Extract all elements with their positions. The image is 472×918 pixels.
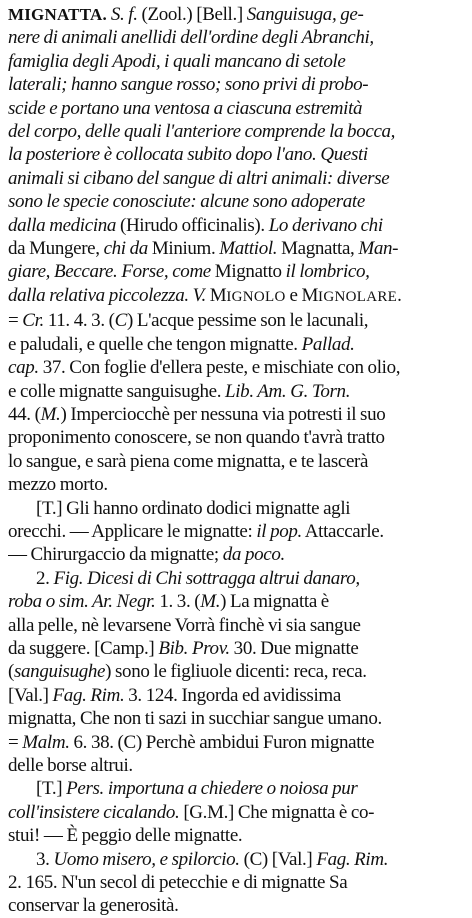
- entry-text-segment: 1. 3. (: [155, 591, 201, 613]
- entry-line: [8, 260, 464, 283]
- entry-line: [8, 143, 464, 166]
- entry-text-segment: 3. 124. Ingorda ed avidissima: [124, 684, 341, 706]
- entry-text-segment: ) L'acque pessime son le lacunali,: [126, 310, 369, 332]
- entry-text-segment: lo sangue, e sarà piena come mignatta, e te lascerà: [8, 450, 369, 472]
- entry-text-segment: e paludali, e quelle che tengon mignatte.: [8, 333, 302, 355]
- entry-text-segment: Sanguisuga, ge-: [246, 4, 364, 25]
- entry-line: [8, 214, 464, 237]
- entry-text-segment: IGNOLO: [226, 288, 286, 305]
- entry-text-segment: il pop.: [256, 520, 302, 542]
- entry-text-segment: da poco.: [222, 544, 285, 566]
- entry-line: [8, 473, 464, 496]
- entry-line: [8, 309, 464, 332]
- entry-line: [8, 614, 464, 637]
- entry-text-segment: roba o sim. Ar. Negr.: [8, 591, 156, 613]
- entry-text-segment: [T.] Gli hanno ordinato dodici mignatte agli: [36, 497, 351, 519]
- entry-line: [8, 801, 464, 824]
- entry-text-segment: (: [8, 661, 14, 683]
- entry-text-segment: 37. Con foglie d'ellera peste, e mischiate con olio,: [38, 357, 401, 379]
- entry-text-segment: [T.]: [36, 778, 67, 800]
- entry-text-segment: sono le specie conosciute: alcune sono adoperate: [8, 191, 365, 213]
- entry-line: [8, 333, 464, 356]
- entry-text-segment: M.: [200, 591, 221, 613]
- entry-line: [8, 380, 464, 403]
- entry-text-segment: giare, Beccare. Forse, come: [8, 261, 211, 283]
- entry-line: [8, 73, 464, 96]
- entry-text-segment: M.: [40, 403, 61, 425]
- entry-text-segment: Fag. Rim.: [52, 684, 125, 706]
- entry-text-segment: IGNOLARE: [318, 288, 398, 305]
- entry-text-segment: Magnatta,: [277, 238, 359, 260]
- entry-text-segment: Bib. Prov.: [158, 637, 230, 659]
- entry-line: [8, 660, 464, 683]
- entry-text-segment: Lib. Am. G. Torn.: [225, 380, 351, 402]
- entry-text-segment: stui! — È peggio delle mignatte.: [8, 825, 243, 847]
- entry-line: [8, 190, 464, 213]
- headword: MIGNATTA.: [8, 5, 107, 24]
- entry-line: [8, 450, 464, 473]
- entry-text-segment: Fag. Rim.: [316, 848, 389, 870]
- entry-text-segment: da suggere. [Camp.]: [8, 637, 159, 659]
- entry-text-segment: M: [205, 284, 227, 306]
- dictionary-entry-mignatta: [8, 3, 464, 918]
- entry-text-segment: delle borse altrui.: [8, 755, 133, 776]
- entry-text-segment: Lo derivano chi: [268, 214, 383, 236]
- entry-text-segment: conservar la generosità.: [8, 895, 179, 917]
- entry-text-segment: — Chirurgaccio da mignatte;: [8, 544, 223, 566]
- entry-line: [8, 50, 464, 73]
- entry-text-segment: 6. 38. (C) Perchè ambidui Furon mignatte: [69, 731, 375, 753]
- entry-text-segment: (C) [Val.]: [239, 848, 317, 870]
- entry-line: [8, 754, 464, 777]
- entry-text-segment: =: [8, 310, 23, 332]
- entry-line: [8, 26, 464, 49]
- entry-line: [8, 167, 464, 190]
- entry-text-segment: mignatta, Che non ti sazi in succhiar sangue umano.: [8, 708, 382, 730]
- entry-text-segment: [Val.]: [8, 684, 53, 706]
- entry-text-segment: Pallad.: [301, 333, 355, 355]
- entry-text-segment: animali si cibano del sangue di altri animali: diverse: [8, 167, 390, 189]
- entry-line: [8, 497, 464, 520]
- entry-text-segment: mezzo morto.: [8, 474, 108, 496]
- entry-line: [8, 356, 464, 379]
- entry-line: [8, 871, 464, 894]
- entry-text-segment: proponimento conoscere, se non quando t'avrà tratto: [8, 427, 385, 449]
- entry-line: [8, 731, 464, 754]
- entry-text-segment: chi da: [103, 238, 148, 260]
- entry-line: [8, 403, 464, 426]
- entry-text-segment: e colle mignatte sanguisughe.: [8, 380, 226, 402]
- entry-line: [8, 707, 464, 730]
- entry-text-segment: =: [8, 731, 23, 753]
- entry-text-segment: 2. 165. N'un secol di petecchie e di mignatte Sa: [8, 872, 348, 894]
- entry-text-segment: scide e portano una ventosa a ciascuna estremità: [8, 97, 363, 119]
- entry-text-segment: (Hirudo officinalis).: [116, 214, 269, 236]
- entry-line: [8, 543, 464, 566]
- entry-text-segment: 30. Due mignatte: [229, 637, 359, 659]
- entry-text-segment: C: [114, 310, 127, 332]
- entry-line: [8, 3, 464, 26]
- entry-text-segment: cap.: [8, 357, 39, 379]
- entry-text-segment: ) Imperciocchè per nessuna via potresti il suo: [60, 403, 386, 425]
- entry-text-segment: e M: [285, 284, 319, 306]
- entry-text-segment: 2.: [36, 567, 54, 589]
- entry-line: [8, 237, 464, 260]
- entry-text-segment: alla pelle, nè levarsene Vorrà finchè vi sia sangue: [8, 614, 361, 636]
- entry-text-segment: da Mungere,: [8, 238, 104, 260]
- entry-text-segment: S. f.: [110, 4, 138, 25]
- entry-text-segment: Mignatto: [210, 261, 286, 283]
- entry-line: [8, 637, 464, 660]
- entry-text-segment: Minium.: [147, 238, 220, 260]
- entry-text-segment: Fig. Dicesi di Chi sottragga altrui danaro,: [53, 567, 360, 589]
- entry-text-segment: Mattiol.: [219, 238, 278, 260]
- entry-text-segment: 3.: [36, 848, 54, 870]
- entry-text-segment: laterali; hanno sangue rosso; sono privi di probo-: [8, 74, 369, 96]
- entry-line: [8, 567, 464, 590]
- entry-line: [8, 284, 464, 309]
- entry-line: [8, 97, 464, 120]
- entry-text-segment: 44. (: [8, 403, 41, 425]
- entry-text-segment: .: [397, 284, 402, 306]
- entry-text-segment: ) La mignatta è: [220, 591, 329, 613]
- entry-text-segment: Man-: [358, 238, 399, 260]
- entry-text-segment: (Zool.) [Bell.]: [137, 4, 247, 25]
- entry-text-segment: 11. 4. 3. (: [43, 310, 115, 332]
- entry-line: [8, 894, 464, 917]
- entry-text-segment: nere di animali anellidi dell'ordine degli Abranchi,: [8, 27, 374, 49]
- entry-text-segment: la posteriore è collocata subito dopo l'ano. Questi: [8, 144, 368, 166]
- entry-line: [8, 520, 464, 543]
- entry-text-segment: Pers. importuna a chiedere o noiosa pur: [66, 778, 358, 800]
- entry-line: [8, 426, 464, 449]
- entry-text-segment: Uomo misero, e spilorcio.: [53, 848, 240, 870]
- entry-text-segment: ) sono le figliuole dicenti: reca, reca.: [105, 661, 367, 683]
- entry-line: [8, 777, 464, 800]
- entry-text-segment: [G.M.] Che mignatta è co-: [179, 801, 375, 823]
- entry-line: [8, 824, 464, 847]
- entry-line: [8, 120, 464, 143]
- entry-line: [8, 590, 464, 613]
- entry-line: [8, 848, 464, 871]
- entry-line: [8, 684, 464, 707]
- entry-text-segment: dalla medicina: [8, 214, 117, 236]
- entry-text-segment: sanguisughe: [13, 661, 106, 683]
- entry-text-segment: Malm.: [22, 731, 70, 753]
- entry-text-segment: famiglia degli Apodi, i quali mancano di setole: [8, 50, 346, 72]
- entry-text-segment: Cr.: [22, 310, 44, 332]
- entry-text-segment: orecchi. — Applicare le mignatte:: [8, 520, 257, 542]
- entry-text-segment: coll'insistere cicalando.: [8, 801, 180, 823]
- entry-text-segment: dalla relativa piccolezza. V.: [8, 284, 206, 306]
- entry-text-segment: Attaccarle.: [301, 520, 384, 542]
- entry-text-segment: il lombrico,: [285, 261, 370, 283]
- entry-text-segment: del corpo, delle quali l'anteriore comprende la bocca,: [8, 121, 396, 143]
